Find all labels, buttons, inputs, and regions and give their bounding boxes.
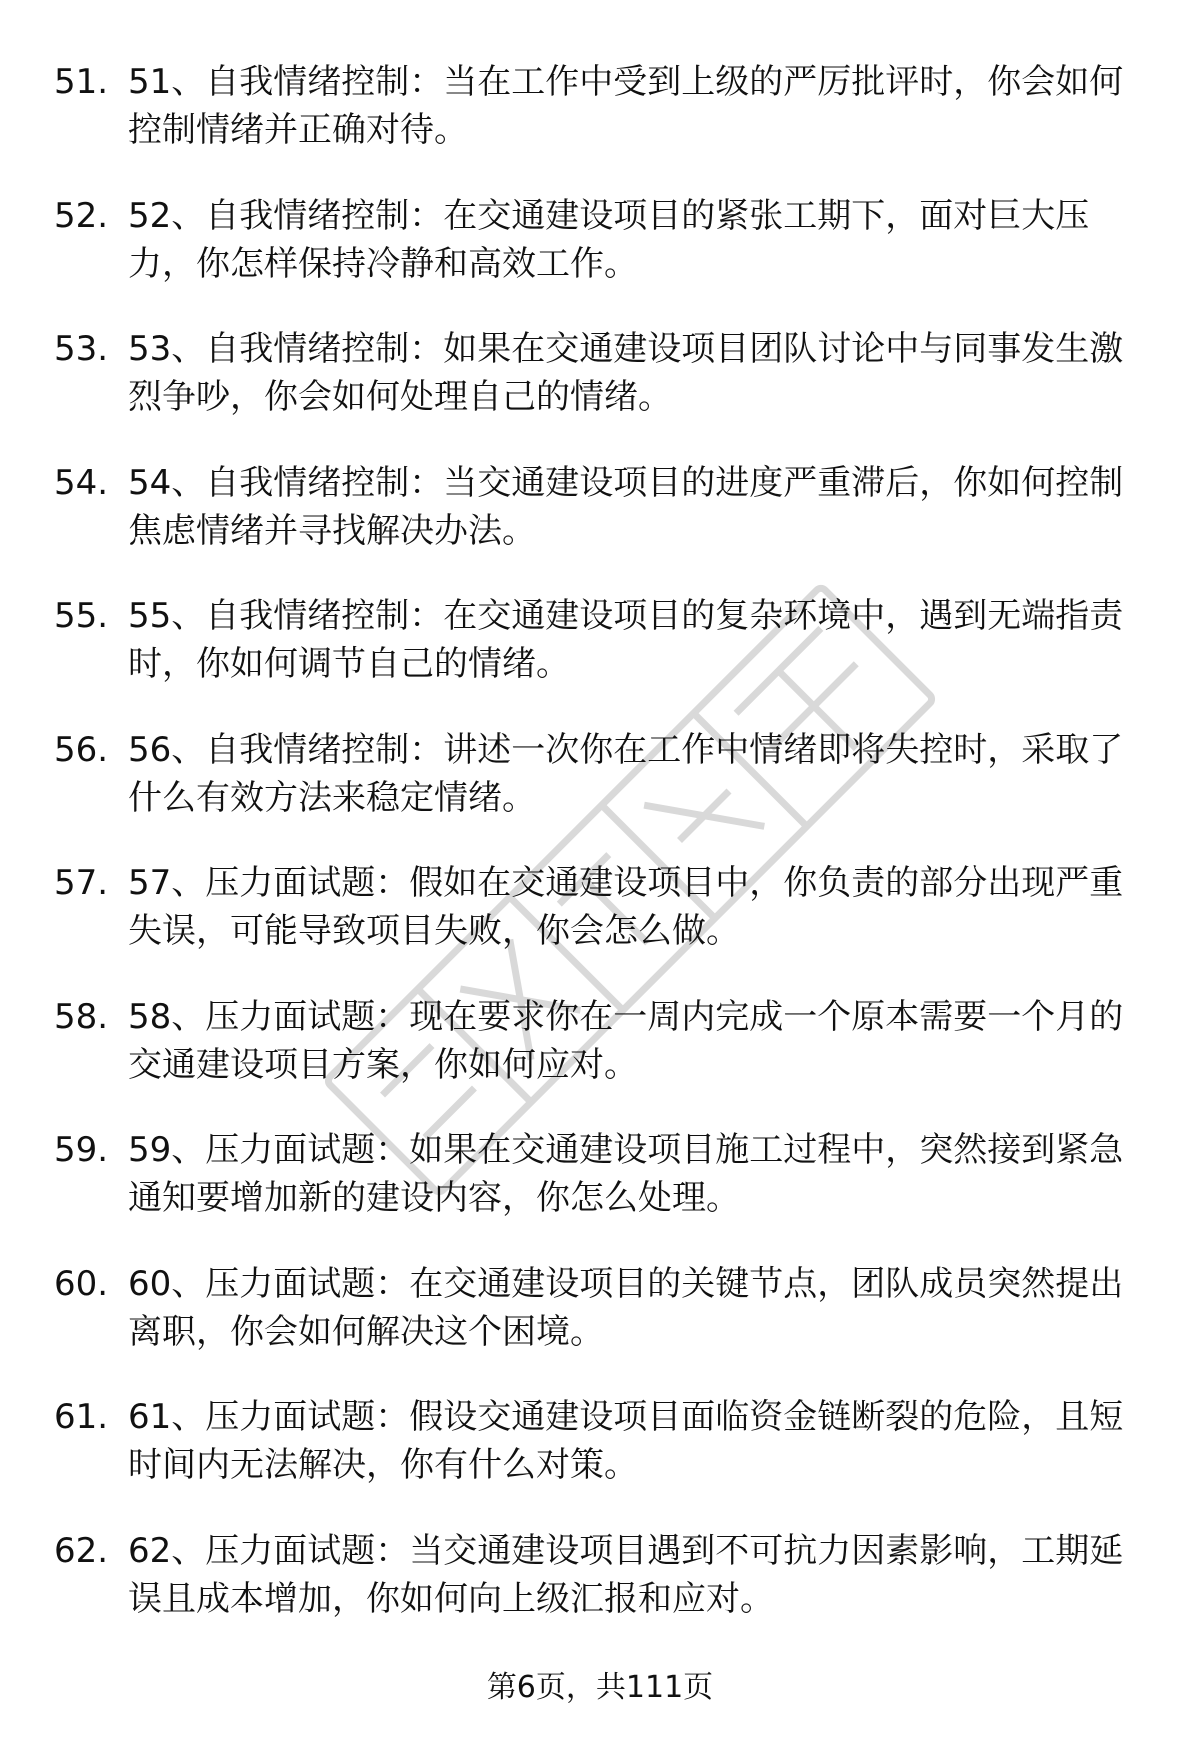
question-number: 59. xyxy=(54,1130,109,1170)
question-number: 55. xyxy=(54,596,109,636)
question-text: 55、自我情绪控制：在交通建设项目的复杂环境中，遇到无端指责时，你如何调节自己的情绪。 xyxy=(128,596,1124,684)
question-number: 60. xyxy=(54,1263,109,1304)
question-number: 53. xyxy=(54,329,109,369)
question-text: 56、自我情绪控制：讲述一次你在工作中情绪即将失控时，采取了什么有效方法来稳定情绪。 xyxy=(128,729,1124,818)
page-footer: 第6页，共111页 xyxy=(486,1670,714,1705)
question-item xyxy=(0,1258,1200,1358)
question-item xyxy=(0,857,1200,957)
question-item xyxy=(0,991,1200,1091)
question-item xyxy=(0,1391,1200,1491)
question-number: 57. xyxy=(54,863,109,903)
question-number: 52. xyxy=(54,195,109,236)
question-text: 61、压力面试题：假设交通建设项目面临资金链断裂的危险，且短时间内无法解决，你有什么对策。 xyxy=(128,1397,1124,1485)
question-text: 59、压力面试题：如果在交通建设项目施工过程中，突然接到紧急通知要增加新的建设内容，你怎么处理。 xyxy=(128,1130,1124,1218)
question-item xyxy=(0,190,1200,290)
question-item xyxy=(0,457,1200,557)
question-number: 56. xyxy=(54,729,109,770)
question-number: 62. xyxy=(54,1530,109,1571)
question-text: 54、自我情绪控制：当交通建设项目的进度严重滞后，你如何控制焦虑情绪并寻找解决办法。 xyxy=(128,462,1124,551)
question-text: 60、压力面试题：在交通建设项目的关键节点，团队成员突然提出离职，你会如何解决这个困境。 xyxy=(128,1263,1124,1352)
question-list xyxy=(0,56,1200,1658)
question-text: 51、自我情绪控制：当在工作中受到上级的严厉批评时，你会如何控制情绪并正确对待。 xyxy=(128,62,1124,150)
question-number: 58. xyxy=(54,996,109,1037)
question-item xyxy=(0,323,1200,423)
question-item xyxy=(0,1124,1200,1224)
question-text: 58、压力面试题：现在要求你在一周内完成一个原本需要一个月的交通建设项目方案，你如何应对。 xyxy=(128,996,1124,1085)
question-text: 52、自我情绪控制：在交通建设项目的紧张工期下，面对巨大压力，你怎样保持冷静和高效工作。 xyxy=(128,195,1090,284)
question-item xyxy=(0,56,1200,156)
question-text: 57、压力面试题：假如在交通建设项目中，你负责的部分出现严重失误，可能导致项目失败，你会怎么做。 xyxy=(128,863,1124,951)
question-item xyxy=(0,1525,1200,1625)
question-text: 62、压力面试题：当交通建设项目遇到不可抗力因素影响，工期延误且成本增加，你如何向上级汇报和应对。 xyxy=(128,1530,1124,1619)
question-number: 54. xyxy=(54,462,109,503)
question-text: 53、自我情绪控制：如果在交通建设项目团队讨论中与同事发生激烈争吵，你会如何处理自己的情绪。 xyxy=(128,329,1124,417)
question-number: 51. xyxy=(54,62,109,102)
question-number: 61. xyxy=(54,1397,109,1437)
question-item xyxy=(0,724,1200,824)
question-item xyxy=(0,590,1200,690)
